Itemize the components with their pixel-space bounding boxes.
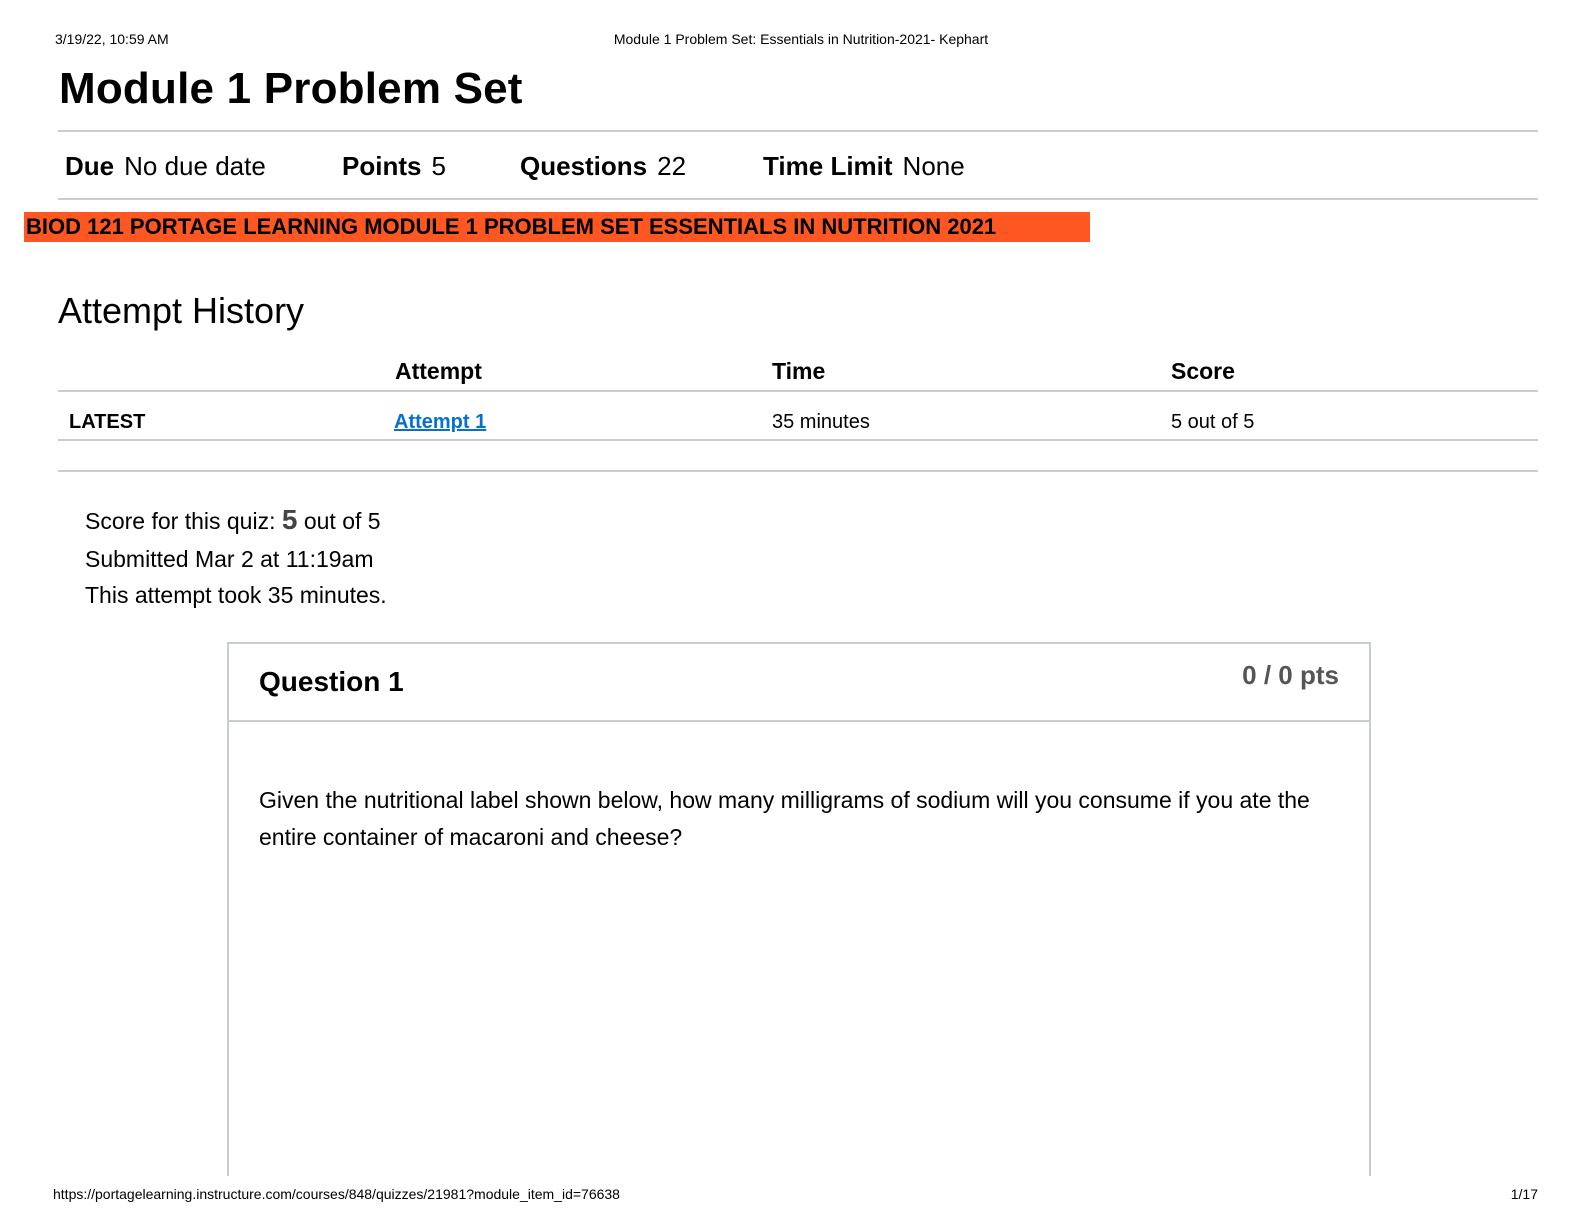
quiz-detail-due <box>65 151 266 182</box>
quiz-detail-points <box>342 151 446 182</box>
course-banner: BIOD 121 PORTAGE LEARNING MODULE 1 PROBLEM SET ESSENTIALS IN NUTRITION 2021 <box>24 212 1090 242</box>
column-header-attempt: Attempt <box>395 358 482 384</box>
question-points: 0 / 0 pts <box>1242 660 1339 690</box>
quiz-detail-questions <box>520 151 686 182</box>
duration-line: This attempt took 35 minutes. <box>85 582 387 608</box>
page-title: Module 1 Problem Set <box>59 64 523 113</box>
attempt-score: 5 out of 5 <box>1171 411 1255 433</box>
question-header <box>229 644 1369 722</box>
detail-value: 22 <box>657 151 687 181</box>
score-suffix: out of 5 <box>303 508 381 534</box>
question-card <box>227 642 1371 1176</box>
attempt-time: 35 minutes <box>772 411 870 433</box>
attempt-link[interactable]: Attempt 1 <box>394 411 487 433</box>
detail-label: Questions <box>520 151 648 181</box>
submitted-line: Submitted Mar 2 at 11:19am <box>85 546 374 572</box>
table-row-divider <box>58 439 1538 441</box>
page-number: 1/17 <box>1510 1186 1538 1202</box>
table-header-divider <box>58 390 1538 392</box>
column-header-time: Time <box>772 358 826 384</box>
question-text: Given the nutritional label shown below, how many milligrams of sodium will you consume if you ate the entire container of macaroni and cheese? <box>259 787 1310 850</box>
attempt-history-heading: Attempt History <box>58 290 305 331</box>
divider <box>58 198 1538 200</box>
divider <box>58 470 1538 472</box>
quiz-detail-time-limit <box>763 151 965 182</box>
attempt-status: LATEST <box>69 411 146 433</box>
score-value: 5 <box>281 504 298 535</box>
column-header-score: Score <box>1171 358 1235 384</box>
score-prefix: Score for this quiz: <box>85 508 276 534</box>
divider <box>58 130 1538 132</box>
print-doc-title: Module 1 Problem Set: Essentials in Nutrition-2021- Kephart <box>613 31 989 47</box>
detail-value: None <box>902 151 965 181</box>
detail-value: No due date <box>124 151 266 181</box>
detail-label: Time Limit <box>763 151 893 181</box>
detail-label: Due <box>65 151 115 181</box>
detail-value: 5 <box>431 151 446 181</box>
question-title: Question 1 <box>259 666 404 697</box>
detail-label: Points <box>342 151 422 181</box>
print-url: https://portagelearning.instructure.com/courses/848/quizzes/21981?module_item_id=76638 <box>53 1186 620 1202</box>
quiz-score-line <box>85 504 381 536</box>
print-datetime: 3/19/22, 10:59 AM <box>55 31 169 47</box>
attempt-cell <box>394 411 486 434</box>
